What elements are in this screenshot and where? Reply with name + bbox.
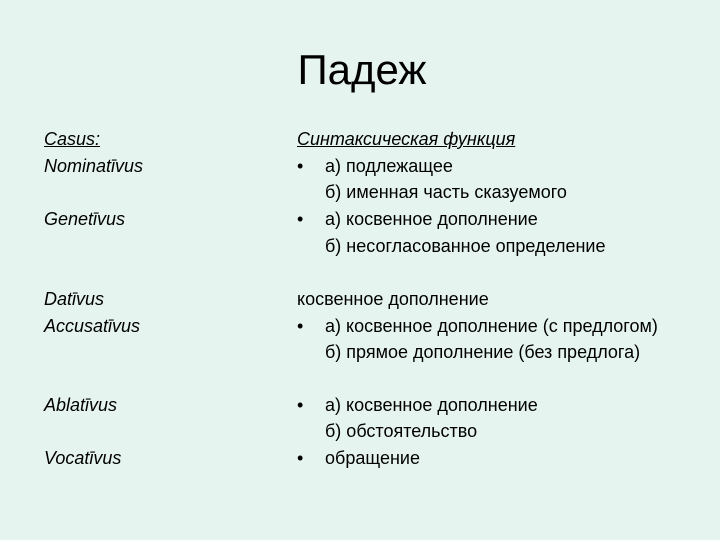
function-header: Синтаксическая функция bbox=[297, 129, 516, 149]
function-line: а) косвенное дополнение (с предлогом) bbox=[325, 316, 658, 336]
case-genetivus: Genetīvus bbox=[44, 209, 126, 229]
bullet-icon: • bbox=[297, 316, 304, 336]
case-accusativus: Accusatīvus bbox=[44, 316, 141, 336]
case-ablativus: Ablatīvus bbox=[44, 395, 118, 415]
bullet-icon: • bbox=[297, 448, 304, 468]
case-nominativus: Nominatīvus bbox=[44, 156, 144, 176]
bullet-icon: • bbox=[297, 156, 304, 176]
slide-title: Падеж bbox=[297, 46, 427, 93]
function-line: б) прямое дополнение (без предлога) bbox=[325, 342, 641, 362]
function-line: а) косвенное дополнение bbox=[325, 209, 538, 229]
casus-header: Casus: bbox=[44, 129, 101, 149]
bullet-icon: • bbox=[297, 209, 304, 229]
function-line: б) обстоятельство bbox=[325, 421, 478, 441]
function-line: б) именная часть сказуемого bbox=[325, 182, 567, 202]
function-line: а) косвенное дополнение bbox=[325, 395, 538, 415]
function-line: а) подлежащее bbox=[325, 156, 453, 176]
function-line: обращение bbox=[325, 448, 420, 468]
bullet-icon: • bbox=[297, 395, 304, 415]
function-line: косвенное дополнение bbox=[297, 289, 489, 309]
case-dativus: Datīvus bbox=[44, 289, 105, 309]
function-line: б) несогласованное определение bbox=[325, 236, 606, 256]
case-vocativus: Vocatīvus bbox=[44, 448, 122, 468]
